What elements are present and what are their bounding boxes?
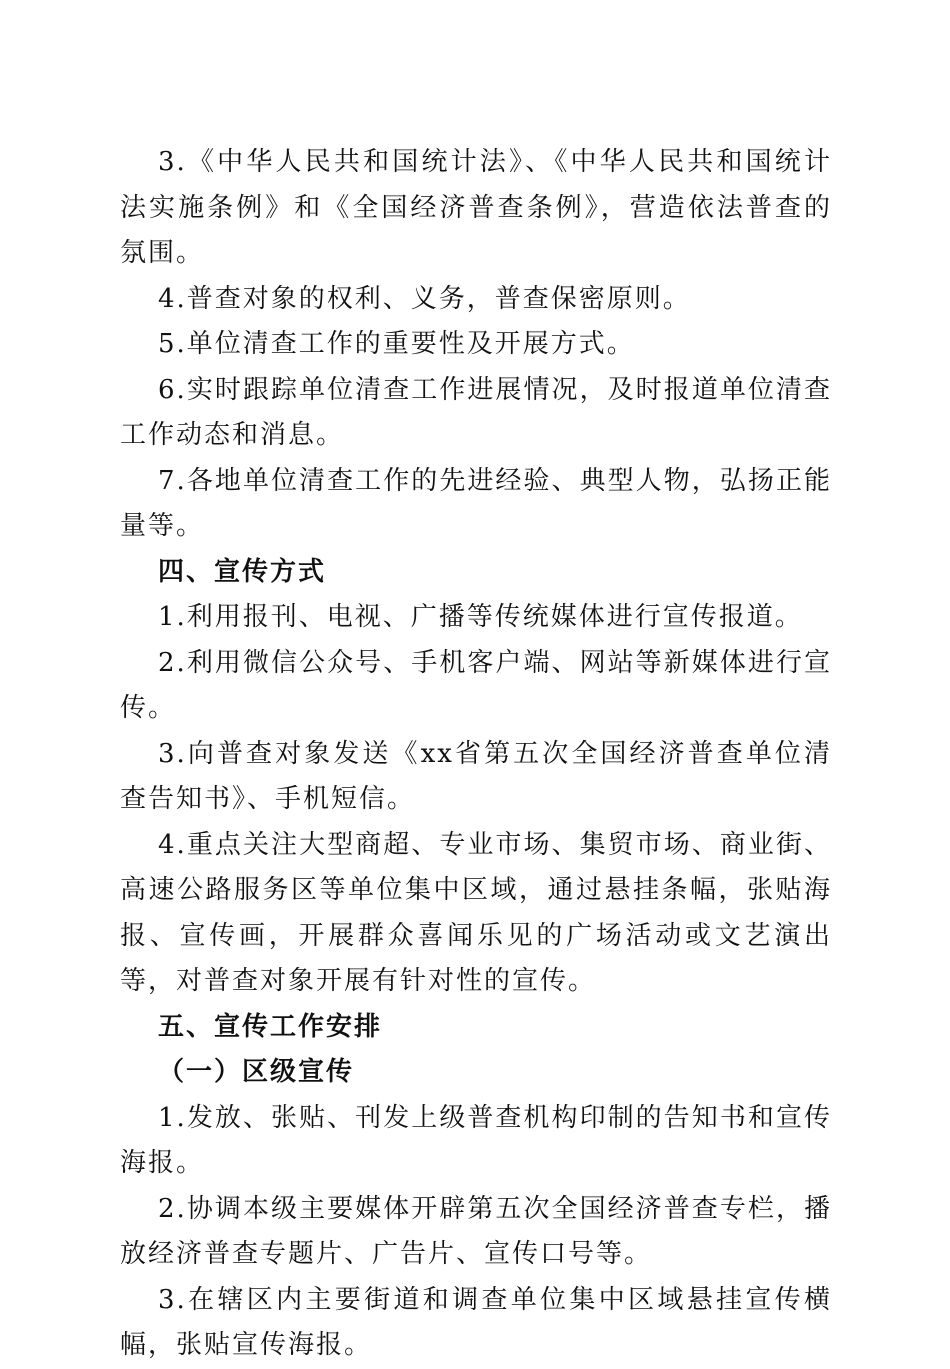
paragraph-key-areas: 4.重点关注大型商超、专业市场、集贸市场、商业街、高速公路服务区等单位集中区域，通过悬挂条幅，张贴海报、宣传画，开展群众喜闻乐见的广场活动或文艺演出等，对普查对象开展有针对性的宣传。 <box>120 829 832 996</box>
subsection-heading-district: （一）区级宣传 <box>158 1057 355 1087</box>
paragraph-new-media: 2.利用微信公众号、手机客户端、网站等新媒体进行宣传。 <box>120 647 832 723</box>
section-heading-work-arrangement: 五、宣传工作安排 <box>158 1011 383 1042</box>
document-body <box>120 140 832 1369</box>
paragraph-progress-tracking: 6.实时跟踪单位清查工作进展情况，及时报道单位清查工作动态和消息。 <box>120 374 832 450</box>
paragraph-notice-letter: 3.向普查对象发送《xx省第五次全国经济普查单位清查告知书》、手机短信。 <box>120 738 832 814</box>
paragraph-media-column: 2.协调本级主要媒体开辟第五次全国经济普查专栏，播放经济普查专题片、广告片、宣传口号等。 <box>120 1193 832 1269</box>
paragraph-experience: 7.各地单位清查工作的先进经验、典型人物，弘扬正能量等。 <box>120 465 832 541</box>
section-heading-publicity-methods: 四、宣传方式 <box>158 556 327 587</box>
paragraph-importance: 5.单位清查工作的重要性及开展方式。 <box>158 329 635 359</box>
paragraph-distribute-posters: 1.发放、张贴、刊发上级普查机构印制的告知书和宣传海报。 <box>120 1102 832 1178</box>
paragraph-banners: 3.在辖区内主要街道和调查单位集中区域悬挂宣传横幅，张贴宣传海报。 <box>120 1284 832 1360</box>
paragraph-rights-obligations: 4.普查对象的权利、义务，普查保密原则。 <box>158 283 691 314</box>
paragraph-traditional-media: 1.利用报刊、电视、广播等传统媒体进行宣传报道。 <box>158 602 803 632</box>
paragraph-law-awareness: 3.《中华人民共和国统计法》、《中华人民共和国统计法实施条例》和《全国经济普查条例》，营造依法普查的氛围。 <box>120 147 832 268</box>
